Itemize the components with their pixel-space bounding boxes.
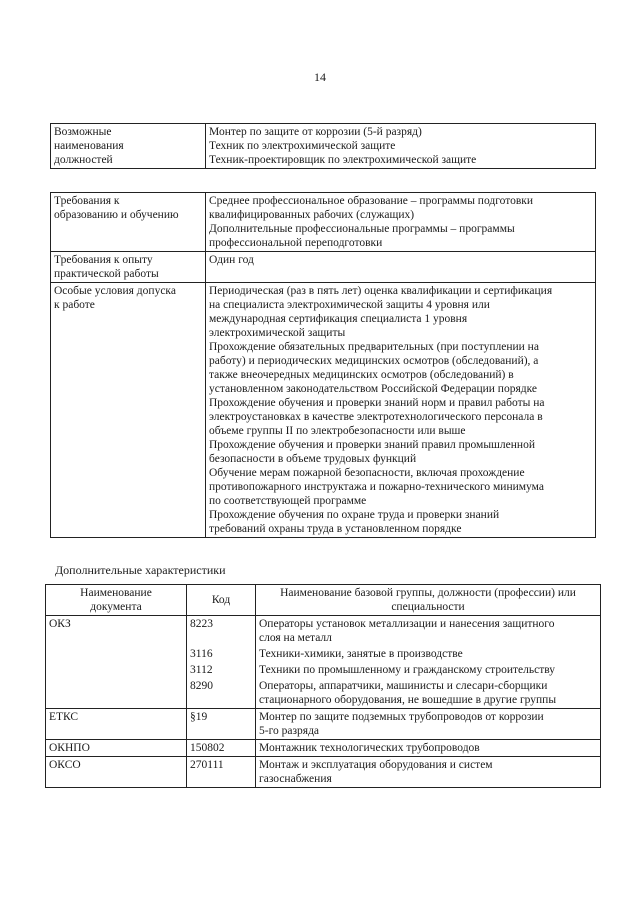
value-line: на специалиста электрохимической защиты 4 уровня или — [209, 299, 490, 311]
value-line: противопожарного инструктажа и пожарно-технического минимума — [209, 481, 544, 493]
header-line: Наименование — [80, 587, 152, 599]
value-line: Прохождение обязательных предварительных (при поступлении на — [209, 341, 539, 353]
doc-etks: ЕТКС — [46, 709, 187, 740]
table-row — [51, 124, 596, 169]
value-line: Прохождение обучения и проверки знаний норм и правил работы на — [209, 397, 545, 409]
value-line: Прохождение обучения и проверки знаний правил промышленной — [209, 439, 535, 451]
header-document — [46, 585, 187, 616]
value-line: Прохождение обучения по охране труда и проверки знаний — [209, 509, 500, 521]
label-line: к работе — [54, 299, 95, 311]
value-line: электроустановках в качестве электротехнологического персонала в — [209, 411, 543, 423]
name-line: Операторы, аппаратчики, машинисты и слесари-сборщики — [259, 680, 548, 692]
value-line: электрохимической защиты — [209, 327, 346, 339]
requirements-table — [50, 192, 596, 538]
name-cell — [256, 757, 601, 788]
value-line: по соответствующей программе — [209, 495, 367, 507]
label-line: должностей — [54, 154, 113, 166]
code-cell: 270111 — [187, 757, 256, 788]
header-line: специальности — [391, 601, 465, 613]
value-line: Среднее профессиональное образование – программы подготовки — [209, 195, 534, 207]
table-row — [46, 757, 601, 788]
special-conditions-label — [51, 283, 206, 538]
positions-table — [50, 123, 596, 169]
table-row — [51, 193, 596, 252]
doc-okz: ОКЗ — [46, 616, 187, 709]
value-line: международная сертификация специалиста 1 уровня — [209, 313, 468, 325]
name-cell — [256, 740, 601, 757]
value-line: объеме группы II по электробезопасности или выше — [209, 425, 466, 437]
header-line: Код — [211, 594, 231, 606]
table-row — [46, 740, 601, 757]
table-row — [46, 616, 601, 647]
name-cell — [256, 646, 601, 662]
doc-okso: ОКСО — [46, 757, 187, 788]
additional-characteristics-table — [45, 584, 601, 788]
label-line: Требования к опыту — [54, 254, 153, 266]
name-line: Монтаж и эксплуатация оборудования и систем — [259, 759, 493, 771]
name-cell — [256, 709, 601, 740]
name-line: Монтер по защите подземных трубопроводов от коррозии — [259, 711, 544, 723]
additional-characteristics-title: Дополнительные характеристики — [55, 563, 226, 577]
positions-values — [206, 124, 596, 169]
education-value — [206, 193, 596, 252]
experience-label — [51, 252, 206, 283]
header-name — [256, 585, 601, 616]
value-line: Периодическая (раз в пять лет) оценка квалификации и сертификация — [209, 285, 553, 297]
position-title: Техник-проектировщик по электрохимической защите — [209, 154, 477, 166]
position-title: Техник по электрохимической защите — [209, 140, 396, 152]
code-cell: 3116 — [187, 646, 256, 662]
name-cell — [256, 616, 601, 647]
name-line: Операторы установок металлизации и нанесения защитного — [259, 618, 555, 630]
label-line: Особые условия допуска — [54, 285, 176, 297]
name-line: газоснабжения — [259, 773, 332, 785]
value-line: Обучение мерам пожарной безопасности, включая прохождение — [209, 467, 525, 479]
value-line: требований охраны труда в установленном порядке — [209, 523, 462, 535]
page-number: 14 — [314, 70, 326, 84]
header-line: документа — [90, 601, 142, 613]
name-line: Техники-химики, занятые в производстве — [259, 648, 463, 660]
position-title: Монтер по защите от коррозии (5-й разряд) — [209, 126, 422, 138]
value-line: также внеочередных медицинских осмотров (обследований) в — [209, 369, 514, 381]
value-line: Один год — [209, 254, 254, 266]
table-row — [51, 252, 596, 283]
name-line: 5-го разряда — [259, 725, 320, 737]
value-line: Дополнительные профессиональные программы – программы — [209, 223, 515, 235]
value-line: установленном законодательством Российской Федерации порядке — [209, 383, 537, 395]
value-line: квалифицированных рабочих (служащих) — [209, 209, 415, 221]
special-conditions-value — [206, 283, 596, 538]
name-line: стационарного оборудования, не вошедшие в другие группы — [259, 694, 557, 706]
value-line: безопасности в объеме трудовых функций — [209, 453, 417, 465]
positions-label — [51, 124, 206, 169]
label-line: Возможные — [54, 126, 112, 138]
header-line: Наименование базовой группы, должности (профессии) или — [280, 587, 576, 599]
code-cell: 150802 — [187, 740, 256, 757]
name-line: слоя на металл — [259, 632, 332, 644]
value-line: профессиональной переподготовки — [209, 237, 383, 249]
code-cell: 3112 — [187, 662, 256, 678]
name-line: Монтажник технологических трубопроводов — [259, 742, 480, 754]
label-line: наименования — [54, 140, 124, 152]
code-cell: 8223 — [187, 616, 256, 647]
name-line: Техники по промышленному и гражданскому строительству — [259, 664, 556, 676]
label-line: образованию и обучению — [54, 209, 179, 221]
label-line: практической работы — [54, 268, 159, 280]
table-row — [46, 709, 601, 740]
header-code — [187, 585, 256, 616]
education-label — [51, 193, 206, 252]
label-line: Требования к — [54, 195, 120, 207]
name-cell — [256, 662, 601, 678]
table-row — [51, 283, 596, 538]
table-header-row — [46, 585, 601, 616]
experience-value — [206, 252, 596, 283]
name-cell — [256, 678, 601, 709]
code-cell: 8290 — [187, 678, 256, 709]
code-cell: §19 — [187, 709, 256, 740]
doc-oknpo: ОКНПО — [46, 740, 187, 757]
value-line: работу) и периодических медицинских осмотров (обследований), а — [209, 355, 539, 367]
